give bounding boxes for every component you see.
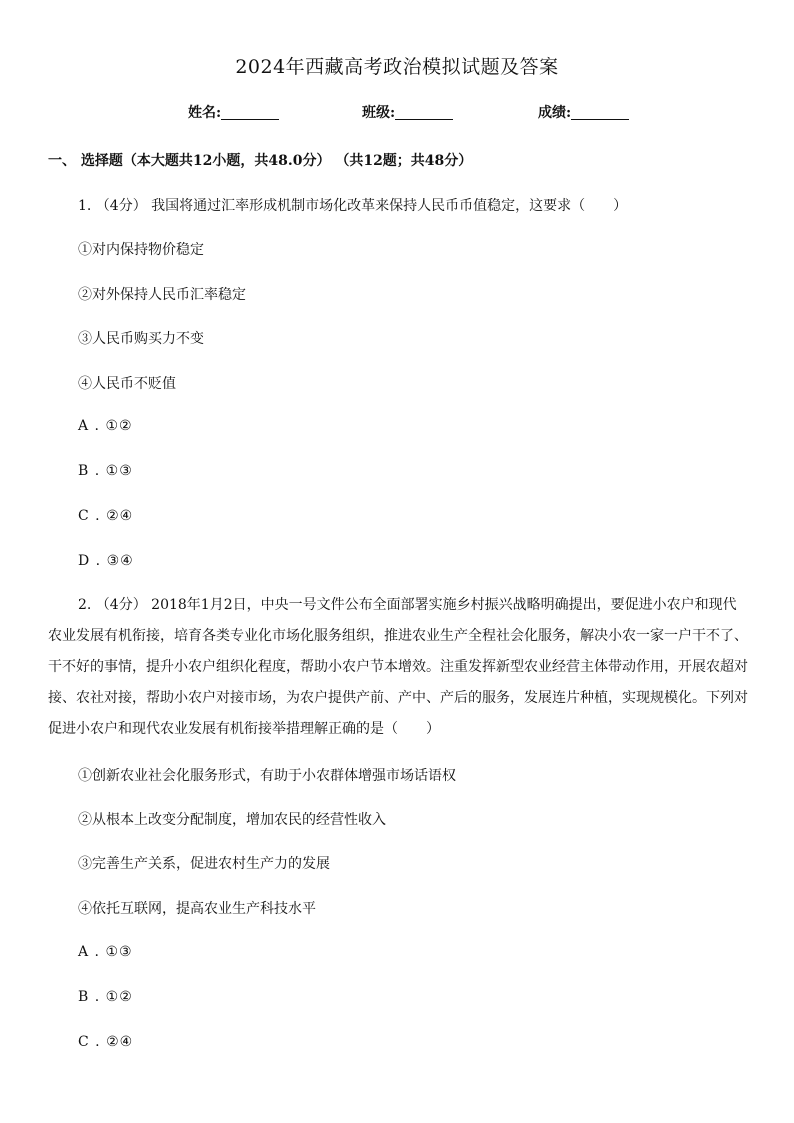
name-blank <box>221 105 279 120</box>
q1-statement-4: ④人民币不贬值 <box>78 376 176 392</box>
section-heading: 一、 选择题（本大题共12小题，共48.0分） （共12题；共48分） <box>48 153 473 169</box>
name-field <box>188 102 279 122</box>
q1-option-a[interactable]: A . ①② <box>78 418 133 434</box>
score-field <box>538 102 629 122</box>
q1-statement-1: ①对内保持物价稳定 <box>78 242 204 258</box>
class-field <box>362 102 453 122</box>
q2-statement-1: ①创新农业社会化服务形式，有助于小农群体增强市场话语权 <box>78 768 456 784</box>
q1-stem: 1. （4分） 我国将通过汇率形成机制市场化改革来保持人民币币值稳定，这要求（ ） <box>78 198 628 214</box>
q2-statement-3: ③完善生产关系，促进农村生产力的发展 <box>78 856 330 872</box>
q1-statement-2: ②对外保持人民币汇率稳定 <box>78 287 246 303</box>
q2-statement-2: ②从根本上改变分配制度，增加农民的经营性收入 <box>78 812 386 828</box>
q1-statement-3: ③人民币购买力不变 <box>78 331 204 347</box>
q1-option-b[interactable]: B . ①③ <box>78 463 133 479</box>
score-label: 成绩: <box>538 105 572 121</box>
q2-statement-4: ④依托互联网，提高农业生产科技水平 <box>78 901 316 917</box>
class-label: 班级: <box>362 105 396 121</box>
q2-option-a[interactable]: A . ①③ <box>78 944 133 960</box>
q2-stem: 2. （4分） 2018年1月2日，中央一号文件公布全面部署实施乡村振兴战略明确提出，要促进小农户和现代农业发展有机衔接，培育各类专业化市场化服务组织，推进农业生产全程社会化服务，解决小农一家一户干不了、干不好的事情，提升小农户组织化程度，帮助小农户节本增效。注重发挥新型农业经营主体带动作用，开展农超对接、农社对接，帮助小农户对接市场，为农户提供产前、产中、产后的服务，发展连片种植，实现规模化。下列对促进小农户和现代农业发展有机衔接举措理解正确的是（ ） <box>48 597 748 737</box>
q1-option-d[interactable]: D . ③④ <box>78 553 134 569</box>
score-blank <box>571 105 629 120</box>
q1-option-c[interactable]: C . ②④ <box>78 508 134 524</box>
q2-option-b[interactable]: B . ①② <box>78 989 133 1005</box>
q2-option-c[interactable]: C . ②④ <box>78 1034 134 1050</box>
page-title: 2024年西藏高考政治模拟试题及答案 <box>235 56 559 78</box>
name-label: 姓名: <box>188 105 222 121</box>
class-blank <box>395 105 453 120</box>
